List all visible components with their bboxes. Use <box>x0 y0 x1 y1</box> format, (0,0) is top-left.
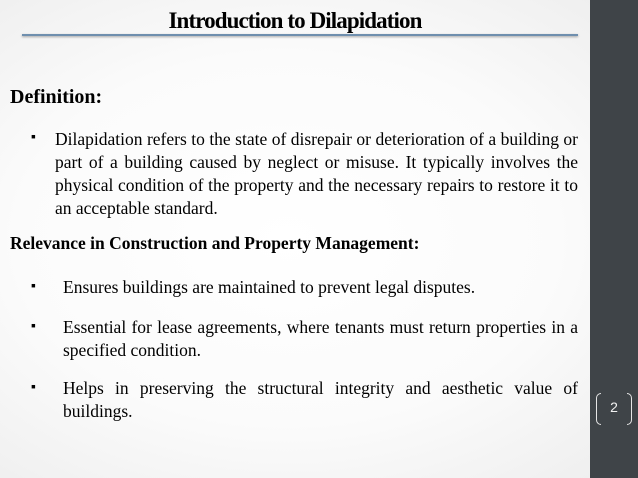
page-number: 2 <box>610 399 618 415</box>
relevance-heading: Relevance in Construction and Property Management: <box>10 233 420 253</box>
title-underline <box>22 34 578 36</box>
bullet-square-icon: ▪ <box>31 130 36 145</box>
page-number-badge <box>596 393 632 427</box>
bullet-square-icon: ▪ <box>31 319 36 334</box>
definition-text: Dilapidation refers to the state of disrepair or deterioration of a building or part of a building caused by neglect or misuse. It typically involves the physical condition of the property and the necessary repairs to restore it to an acceptable standard. <box>55 129 578 218</box>
definition-heading: Definition: <box>10 86 103 108</box>
bullet-square-icon: ▪ <box>31 380 36 395</box>
slide-title: Introduction to Dilapidation <box>168 8 422 33</box>
bullet-square-icon: ▪ <box>31 279 36 294</box>
relevance-item-lease-agreements: Essential for lease agreements, where tenants must return properties in a specified condition. <box>63 317 578 360</box>
relevance-item-legal-disputes: Ensures buildings are maintained to prevent legal disputes. <box>63 277 476 297</box>
relevance-item-structural-integrity: Helps in preserving the structural integrity and aesthetic value of buildings. <box>63 378 578 421</box>
